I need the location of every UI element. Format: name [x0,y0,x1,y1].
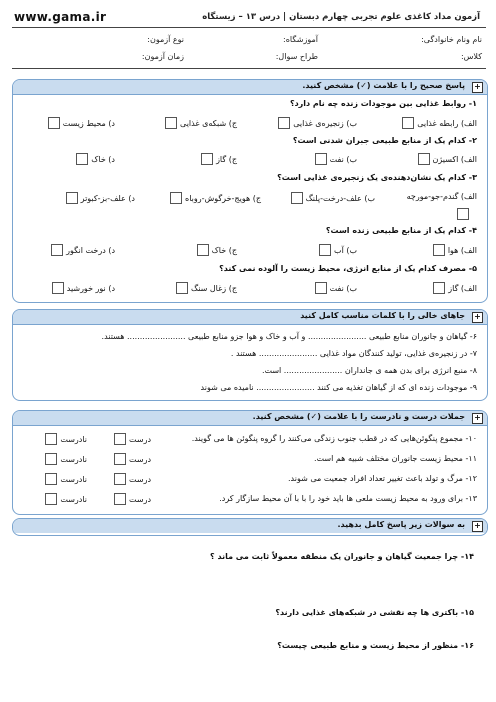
option[interactable]: الف) گندم-جو-مورچه [406,192,477,201]
section-title: جاهای خالی را با کلمات مناسب کامل کنید [300,311,465,320]
tf-item-13: ۱۳- برای ورود به محیط زیست ملعی ها باید خود را با با آن محیط سازگار کرد. [219,494,477,503]
option[interactable]: د) محیط زیست [48,117,115,129]
class-label: کلاس: [460,52,482,61]
section-header [13,411,487,426]
expand-icon[interactable]: + [472,312,483,323]
checkbox[interactable] [114,473,126,485]
checkbox[interactable] [176,282,188,294]
section-header [13,80,487,95]
checkbox[interactable] [433,282,445,294]
checkbox[interactable] [278,117,290,129]
checkbox[interactable] [114,433,126,445]
checkbox[interactable] [52,282,64,294]
false-option[interactable]: نادرست [45,473,87,485]
checkbox[interactable] [66,192,78,204]
fill-item-8: ۸- منبع انرژی برای بدن همه ی جانداران ....................... است. [261,366,477,375]
checkbox[interactable] [76,153,88,165]
school-label: آموزشگاه: [283,35,318,44]
checkbox[interactable] [197,244,209,256]
header-info-box [12,27,486,69]
checkbox[interactable] [45,493,57,505]
name-label: نام ونام خانوادگی: [421,35,482,44]
expand-icon[interactable]: + [472,82,483,93]
option[interactable]: ج) گاز [201,153,237,165]
section-true-false [12,410,488,515]
true-option[interactable]: درست [114,493,151,505]
option[interactable]: الف) رابطه غذایی [402,117,477,129]
section-title: جملات درست و نادرست را با علامت (✓) مشخص کنید. [252,412,465,421]
section-header [13,310,487,325]
checkbox[interactable] [114,493,126,505]
true-option[interactable]: درست [114,453,151,465]
desc-question-16: ۱۶- منظور از محیط زیست و منابع طبیعی چیست؟ [277,641,474,650]
option[interactable]: الف) گاز [433,282,477,294]
option[interactable]: الف) هوا [433,244,477,256]
fill-item-6: ۶- گیاهان و جانوران منابع طبیعی ....................... و آب و خاک و هوا جزو منابع طبیعی ....................... هستند. [101,332,477,341]
option[interactable]: د) خاک [76,153,115,165]
designer-label: طراح سوال: [275,52,318,61]
question-4: ۴- کدام یک از منابع طبیعی زنده است؟ [325,226,477,235]
desc-question-14: ۱۴- چرا جمعیت گیاهان و جانوران یک منطقه معمولاً ثابت می ماند ؟ [210,552,474,561]
section-title: به سوالات زیر پاسخ کامل بدهید. [337,520,465,529]
option[interactable]: د) نور خورشید [52,282,115,294]
checkbox[interactable] [291,192,303,204]
option[interactable]: ب) نفت [315,282,357,294]
desc-question-15: ۱۵- باکتری ها چه نقشی در شبکه‌های غذایی دارند؟ [275,608,474,617]
checkbox[interactable] [48,117,60,129]
checkbox[interactable] [45,473,57,485]
checkbox[interactable] [51,244,63,256]
expand-icon[interactable]: + [472,521,483,532]
checkbox[interactable] [45,453,57,465]
checkbox[interactable] [45,433,57,445]
question-5: ۵- مصرف کدام یک از منابع انرژی، محیط زیست را آلوده نمی کند؟ [219,264,477,273]
question-2: ۲- کدام یک از منابع طبیعی جبران شدنی است؟ [292,136,477,145]
fill-item-7: ۷- در زنجیره‌ی غذایی، تولید کنندگان مواد غذایی ....................... هستند . [230,349,477,358]
question-3: ۳- کدام یک نشان‌دهنده‌ی یک زنجیره‌ی غذایی است؟ [277,173,477,182]
false-option[interactable]: نادرست [45,453,87,465]
option[interactable]: ب) زنجیره‌ی غذایی [278,117,357,129]
expand-icon[interactable]: + [472,413,483,424]
false-option[interactable]: نادرست [45,433,87,445]
checkbox[interactable] [165,117,177,129]
tf-item-12: ۱۲- مرگ و تولد باعث تغییر تعداد افراد جمعیت می شوند. [287,474,477,483]
option[interactable]: د) درخت انگور [51,244,115,256]
exam-time-label: زمان آزمون: [141,52,184,61]
section-fill-blanks [12,309,488,401]
checkbox[interactable] [315,153,327,165]
section-multiple-choice [12,79,488,303]
option[interactable]: ج) هویج-خرگوش-روباه [170,192,261,204]
true-option[interactable]: درست [114,473,151,485]
tf-item-11: ۱۱- محیط زیست جانوران مختلف شبیه هم است. [313,454,477,463]
option[interactable]: الف) اکسیژن [418,153,477,165]
checkbox[interactable] [402,117,414,129]
section-title: پاسخ صحیح را با علامت (✓) مشخص کنید. [302,81,465,90]
fill-item-9: ۹- موجودات زنده ای که از گیاهان تغذیه می کنند ....................... نامیده می شوند [200,383,477,392]
section-header [13,519,487,533]
checkbox[interactable] [418,153,430,165]
checkbox[interactable] [457,208,469,220]
exam-title: آزمون مداد کاغذی علوم تجربی چهارم دبستان | درس ۱۳ – زیستگاه [202,12,480,22]
option[interactable]: ب) علف-درخت-پلنگ [291,192,375,204]
section-descriptive [12,518,488,536]
question-1: ۱- روابط غذایی بین موجودات زنده چه نام دارد؟ [289,99,477,108]
true-option[interactable]: درست [114,433,151,445]
checkbox[interactable] [319,244,331,256]
exam-type-label: نوع آزمون: [147,35,184,44]
option[interactable]: د) علف-بز-کبوتر [66,192,135,204]
checkbox[interactable] [315,282,327,294]
checkbox[interactable] [170,192,182,204]
checkbox[interactable] [114,453,126,465]
option[interactable]: ج) زغال سنگ [176,282,237,294]
option[interactable]: ب) نفت [315,153,357,165]
false-option[interactable]: نادرست [45,493,87,505]
site-url[interactable]: www.gama.ir [14,10,107,24]
checkbox[interactable] [201,153,213,165]
tf-item-10: ۱۰- مجموع پنگوئن‌هایی که در قطب جنوب زندگی می‌کنند را گروه پنگوئن ها می گویند. [191,434,477,443]
option[interactable]: ب) آب [319,244,357,256]
option[interactable]: ج) شبکه‌ی غذایی [165,117,237,129]
option[interactable]: ج) خاک [197,244,237,256]
checkbox[interactable] [433,244,445,256]
